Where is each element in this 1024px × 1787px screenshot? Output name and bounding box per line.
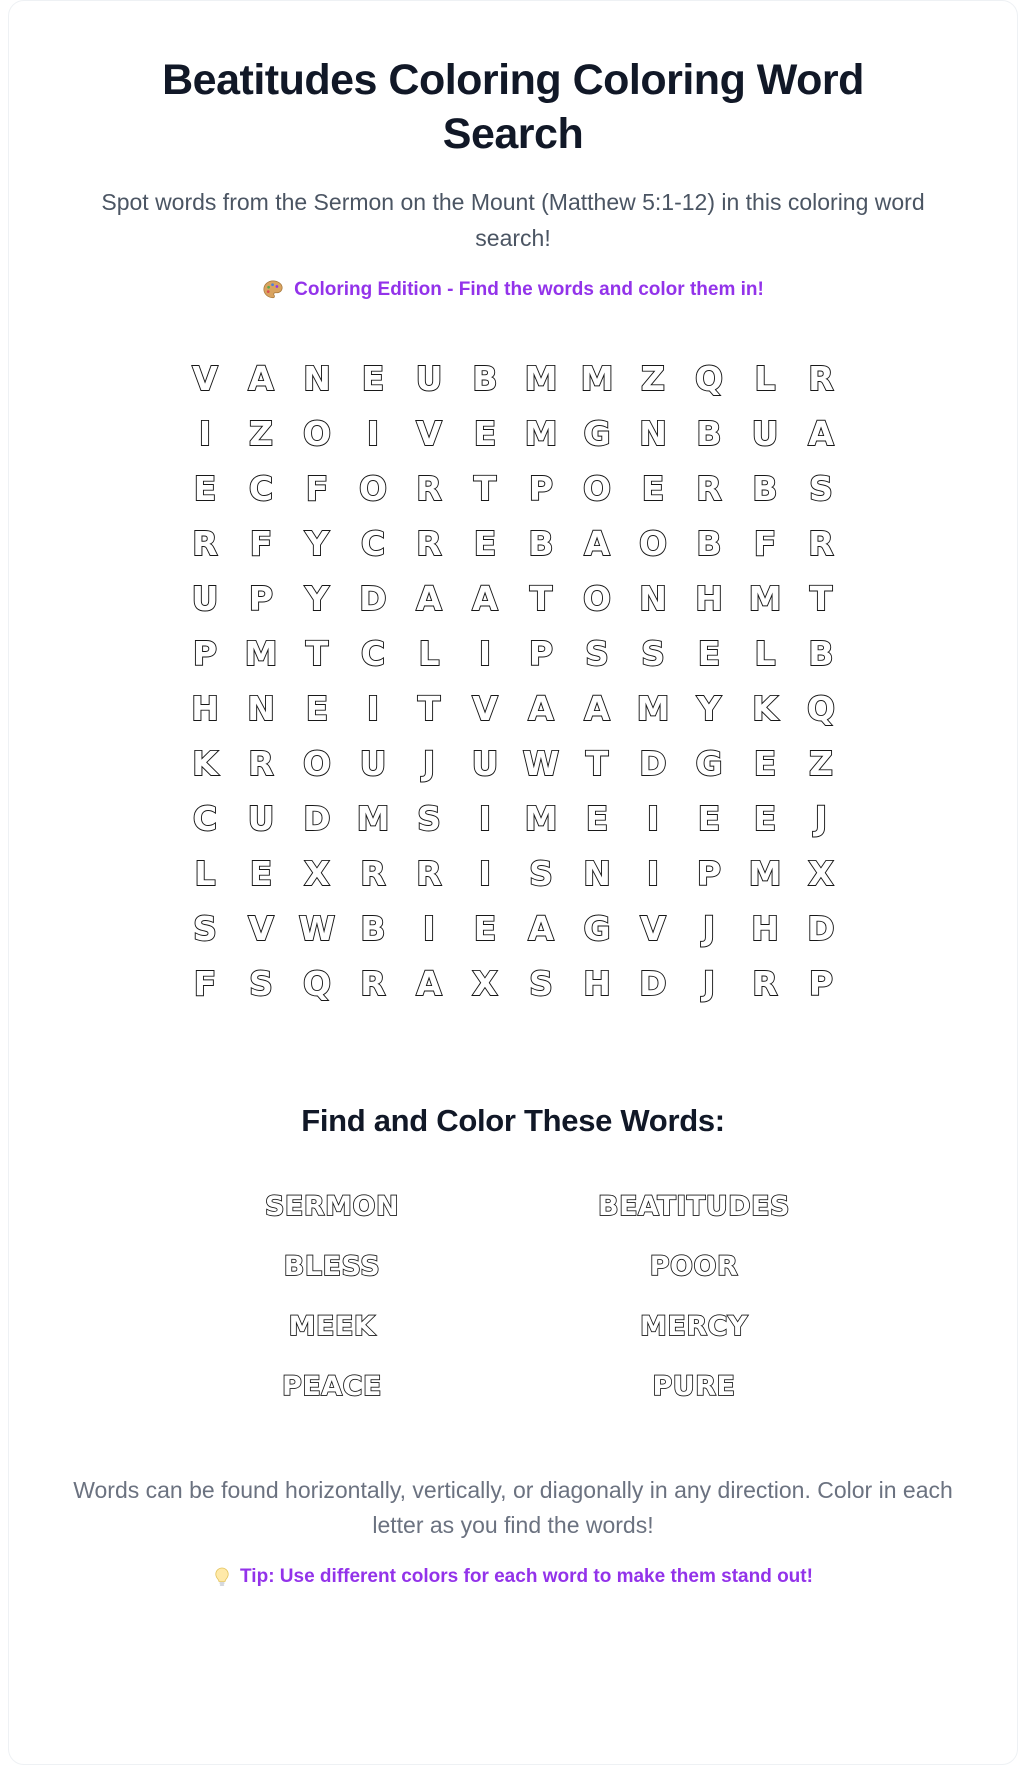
- grid-letter[interactable]: R: [416, 523, 442, 563]
- grid-letter[interactable]: C: [192, 798, 218, 838]
- grid-letter[interactable]: A: [416, 578, 442, 618]
- grid-letter[interactable]: S: [249, 963, 273, 1003]
- grid-letter[interactable]: W: [298, 908, 336, 948]
- grid-letter[interactable]: Y: [697, 688, 721, 728]
- grid-letter[interactable]: A: [584, 523, 610, 563]
- grid-letter[interactable]: B: [696, 523, 722, 563]
- grid-letter[interactable]: F: [249, 523, 273, 563]
- grid-letter[interactable]: U: [191, 578, 219, 618]
- grid-letter[interactable]: O: [302, 743, 332, 783]
- grid-letter[interactable]: R: [416, 853, 442, 893]
- grid-letter[interactable]: K: [752, 688, 778, 728]
- grid-letter[interactable]: T: [417, 688, 441, 728]
- grid-letter[interactable]: O: [582, 468, 612, 508]
- grid-letter[interactable]: P: [696, 853, 722, 893]
- grid-letter[interactable]: U: [471, 743, 499, 783]
- palette-icon: [262, 279, 284, 301]
- grid-letter[interactable]: Y: [305, 578, 329, 618]
- word-list-heading: Find and Color These Words:: [301, 1102, 725, 1138]
- grid-letter[interactable]: S: [529, 853, 553, 893]
- grid-letter[interactable]: D: [359, 578, 387, 618]
- grid-letter[interactable]: P: [528, 468, 554, 508]
- grid-letter[interactable]: T: [585, 743, 609, 783]
- grid-letter[interactable]: P: [808, 963, 834, 1003]
- grid-letter[interactable]: I: [198, 413, 212, 453]
- grid-letter[interactable]: X: [472, 963, 498, 1003]
- grid-letter[interactable]: H: [583, 963, 611, 1003]
- grid-letter[interactable]: G: [583, 908, 611, 948]
- grid-letter[interactable]: F: [753, 523, 777, 563]
- grid-letter[interactable]: A: [472, 578, 498, 618]
- grid-letter[interactable]: A: [528, 688, 554, 728]
- grid-letter[interactable]: O: [638, 523, 668, 563]
- grid-letter[interactable]: M: [524, 413, 558, 453]
- grid-letter[interactable]: U: [247, 798, 275, 838]
- grid-letter[interactable]: Q: [806, 688, 836, 728]
- grid-letter[interactable]: R: [360, 853, 386, 893]
- grid-letter[interactable]: J: [814, 798, 828, 838]
- grid-letter[interactable]: O: [302, 413, 332, 453]
- grid-letter[interactable]: A: [584, 688, 610, 728]
- grid-letter[interactable]: U: [751, 413, 779, 453]
- grid-letter[interactable]: S: [585, 633, 609, 673]
- grid-letter[interactable]: N: [247, 688, 275, 728]
- grid-letter[interactable]: A: [808, 413, 834, 453]
- grid-letter[interactable]: L: [418, 633, 440, 673]
- grid-letter[interactable]: U: [415, 358, 443, 398]
- grid-letter[interactable]: R: [416, 468, 442, 508]
- grid-letter[interactable]: C: [360, 523, 386, 563]
- grid-letter[interactable]: G: [583, 413, 611, 453]
- grid-letter[interactable]: P: [528, 633, 554, 673]
- grid-letter[interactable]: X: [304, 853, 330, 893]
- grid-letter[interactable]: K: [192, 743, 218, 783]
- grid-letter[interactable]: I: [366, 688, 380, 728]
- grid-letter[interactable]: V: [416, 413, 442, 453]
- grid-letter[interactable]: L: [754, 358, 776, 398]
- word-list-item: PEACE: [282, 1371, 382, 1403]
- grid-letter[interactable]: Y: [305, 523, 329, 563]
- grid-letter[interactable]: R: [696, 468, 722, 508]
- grid-letter[interactable]: J: [422, 743, 436, 783]
- tip-text: Tip: Use different colors for each word to make them stand out!: [240, 1565, 813, 1587]
- grid-letter[interactable]: M: [636, 688, 670, 728]
- grid-letter[interactable]: T: [473, 468, 497, 508]
- grid-letter[interactable]: M: [748, 853, 782, 893]
- word-list-item: BEATITUDES: [598, 1191, 790, 1223]
- grid-letter[interactable]: Q: [302, 963, 332, 1003]
- grid-letter[interactable]: L: [754, 633, 776, 673]
- grid-letter[interactable]: X: [808, 853, 834, 893]
- grid-letter[interactable]: M: [580, 358, 614, 398]
- grid-letter[interactable]: Z: [249, 413, 273, 453]
- grid-letter[interactable]: V: [640, 908, 666, 948]
- grid-letter[interactable]: T: [529, 578, 553, 618]
- grid-letter[interactable]: I: [646, 853, 660, 893]
- grid-letter[interactable]: E: [361, 358, 385, 398]
- word-list-item: MERCY: [640, 1311, 748, 1343]
- grid-letter[interactable]: U: [359, 743, 387, 783]
- grid-letter[interactable]: A: [528, 908, 554, 948]
- grid-letter[interactable]: R: [360, 963, 386, 1003]
- word-list-item: SERMON: [264, 1191, 400, 1223]
- grid-letter[interactable]: S: [417, 798, 441, 838]
- grid-letter[interactable]: M: [748, 578, 782, 618]
- grid-letter[interactable]: T: [809, 578, 833, 618]
- grid-letter[interactable]: R: [808, 358, 834, 398]
- grid-letter[interactable]: E: [697, 798, 721, 838]
- grid-letter[interactable]: E: [641, 468, 665, 508]
- grid-letter[interactable]: B: [752, 468, 778, 508]
- word-search-grid: [39, 351, 987, 1011]
- grid-letter[interactable]: V: [248, 908, 274, 948]
- grid-letter[interactable]: I: [422, 908, 436, 948]
- word-list-item: BLESS: [283, 1251, 381, 1283]
- grid-letter[interactable]: Z: [809, 743, 833, 783]
- grid-letter[interactable]: V: [472, 688, 498, 728]
- grid-letter[interactable]: M: [524, 358, 558, 398]
- grid-letter[interactable]: C: [360, 633, 386, 673]
- puzzle-card: [8, 0, 1018, 1765]
- grid-letter[interactable]: E: [697, 633, 721, 673]
- grid-letter[interactable]: P: [192, 633, 218, 673]
- grid-letter[interactable]: N: [303, 358, 331, 398]
- grid-letter[interactable]: B: [808, 633, 834, 673]
- grid-letter[interactable]: N: [639, 413, 667, 453]
- grid-letter[interactable]: B: [472, 358, 498, 398]
- grid-letter[interactable]: W: [522, 743, 560, 783]
- grid-letter[interactable]: S: [529, 963, 553, 1003]
- grid-letter[interactable]: C: [248, 468, 274, 508]
- grid-letter[interactable]: R: [248, 743, 274, 783]
- grid-letter[interactable]: D: [639, 963, 667, 1003]
- grid-letter[interactable]: S: [193, 908, 217, 948]
- grid-letter[interactable]: R: [808, 523, 834, 563]
- grid-letter[interactable]: R: [192, 523, 218, 563]
- grid-letter[interactable]: B: [528, 523, 554, 563]
- grid-letter[interactable]: A: [248, 358, 274, 398]
- grid-letter[interactable]: I: [478, 853, 492, 893]
- grid-letter[interactable]: B: [696, 413, 722, 453]
- grid-letter[interactable]: D: [639, 743, 667, 783]
- grid-letter[interactable]: T: [305, 633, 329, 673]
- grid-letter[interactable]: F: [305, 468, 329, 508]
- grid-letter[interactable]: N: [583, 853, 611, 893]
- word-list-item: POOR: [649, 1251, 739, 1283]
- grid-letter[interactable]: I: [646, 798, 660, 838]
- grid-letter[interactable]: G: [695, 743, 723, 783]
- grid-letter[interactable]: B: [360, 908, 386, 948]
- grid-letter[interactable]: O: [358, 468, 388, 508]
- grid-letter[interactable]: Z: [641, 358, 665, 398]
- grid-letter[interactable]: S: [809, 468, 833, 508]
- page-subtitle: Spot words from the Sermon on the Mount (Matthew 5:1-12) in this coloring word search!: [101, 189, 925, 251]
- grid-letter[interactable]: M: [244, 633, 278, 673]
- edition-note-text: Coloring Edition - Find the words and color them in!: [294, 278, 764, 300]
- grid-letter[interactable]: H: [751, 908, 779, 948]
- grid-letter[interactable]: M: [356, 798, 390, 838]
- grid-letter[interactable]: R: [752, 963, 778, 1003]
- grid-letter[interactable]: I: [478, 798, 492, 838]
- grid-letter[interactable]: E: [753, 798, 777, 838]
- grid-letter[interactable]: V: [192, 358, 218, 398]
- grid-letter[interactable]: J: [702, 908, 716, 948]
- grid-letter[interactable]: H: [695, 578, 723, 618]
- grid-letter[interactable]: Q: [694, 358, 724, 398]
- grid-letter[interactable]: E: [193, 468, 217, 508]
- grid-letter[interactable]: P: [248, 578, 274, 618]
- grid-letter[interactable]: D: [807, 908, 835, 948]
- grid-letter[interactable]: E: [473, 523, 497, 563]
- edition-note: [39, 279, 987, 301]
- grid-letter[interactable]: O: [582, 578, 612, 618]
- grid-letter[interactable]: E: [585, 798, 609, 838]
- grid-letter[interactable]: D: [303, 798, 331, 838]
- grid-letter[interactable]: F: [193, 963, 217, 1003]
- instructions-text: Words can be found horizontally, vertically, or diagonally in any direction. Color in each letter as you find the words!: [73, 1476, 953, 1539]
- lightbulb-icon: [213, 1567, 231, 1587]
- grid-letter[interactable]: N: [639, 578, 667, 618]
- grid-letter[interactable]: E: [249, 853, 273, 893]
- grid-letter[interactable]: M: [524, 798, 558, 838]
- grid-letter[interactable]: E: [473, 413, 497, 453]
- grid-letter[interactable]: L: [194, 853, 216, 893]
- grid-letter[interactable]: A: [416, 963, 442, 1003]
- grid-letter[interactable]: H: [191, 688, 219, 728]
- grid-letter[interactable]: S: [641, 633, 665, 673]
- word-list: [151, 1177, 875, 1417]
- word-list-item: MEEK: [288, 1311, 376, 1343]
- grid-letter[interactable]: E: [305, 688, 329, 728]
- grid-letter[interactable]: E: [753, 743, 777, 783]
- tip-note: [39, 1566, 987, 1588]
- page-title: Beatitudes Coloring Coloring Word Search: [162, 56, 864, 159]
- grid-letter[interactable]: I: [366, 413, 380, 453]
- word-list-item: PURE: [652, 1371, 736, 1403]
- grid-letter[interactable]: I: [478, 633, 492, 673]
- grid-letter[interactable]: J: [702, 963, 716, 1003]
- grid-letter[interactable]: E: [473, 908, 497, 948]
